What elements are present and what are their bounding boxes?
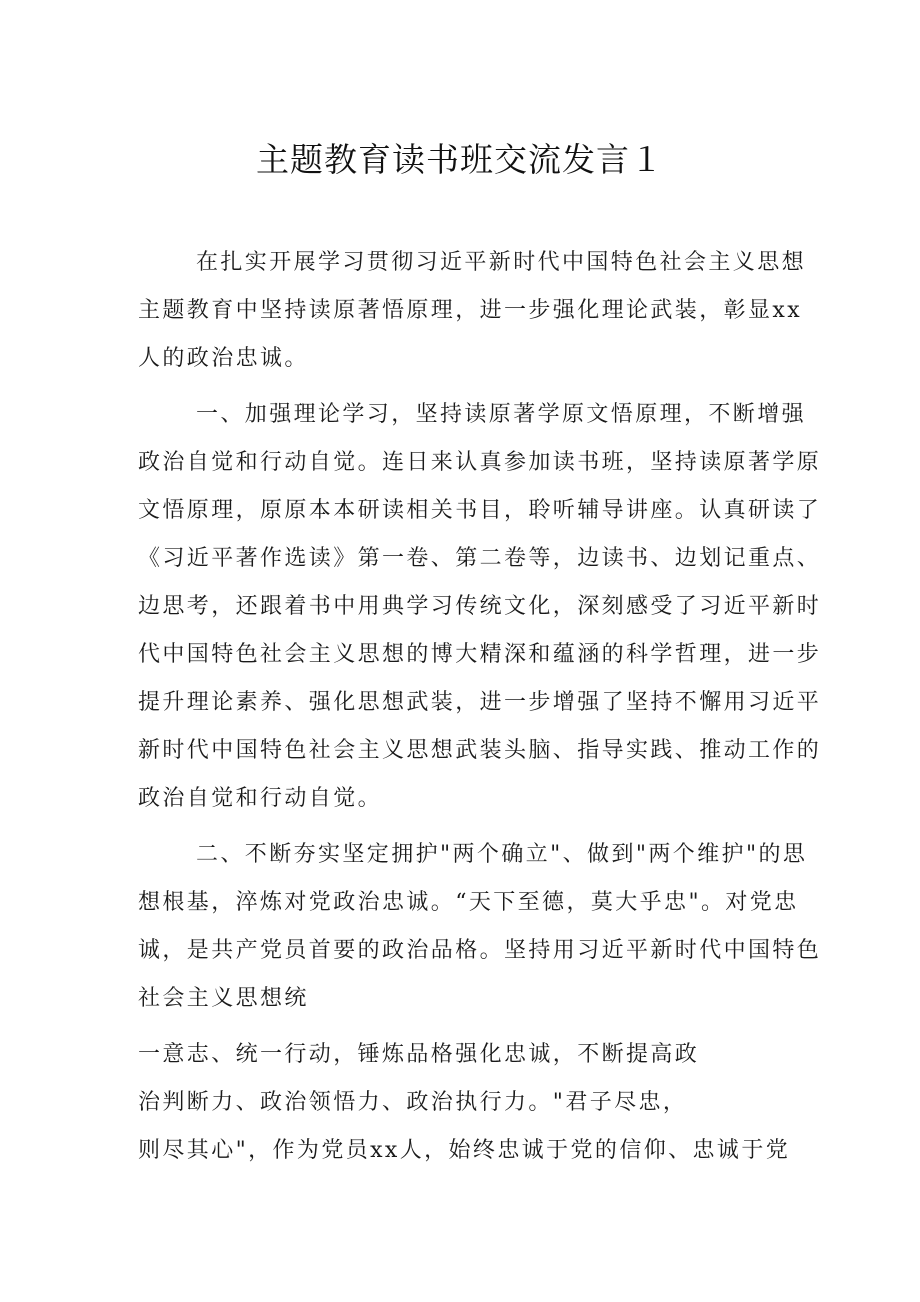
text-line: 社会主义思想统: [138, 986, 309, 1011]
text-line: 则尽其心"，作为党员xx人，始终忠诚于党的信仰、忠诚于党: [138, 1138, 791, 1163]
text-line: 新时代中国特色社会主义思想武装头脑、指导实践、推动工作的: [138, 738, 822, 763]
text-line: 《习近平著作选读》第一卷、第二卷等，边读书、边划记重点、: [138, 546, 822, 571]
text-line: 一、加强理论学习，坚持读原著学原文悟原理，不断增强: [196, 402, 807, 427]
text-line: 边思考，还跟着书中用典学习传统文化，深刻感受了习近平新时: [138, 594, 822, 619]
text-line: 政治自觉和行动自觉。连日来认真参加读书班，坚持读原著学原: [138, 450, 822, 475]
text-line: 代中国特色社会主义思想的博大精深和蕴涵的科学哲理，进一步: [138, 642, 822, 667]
text-line: 一意志、统一行动，锤炼品格强化忠诚，不断提高政: [138, 1042, 700, 1067]
text-line: 人的政治忠诚。: [138, 346, 309, 371]
text-line: 在扎实开展学习贯彻习近平新时代中国特色社会主义思想: [196, 250, 807, 275]
text-line: 诚，是共产党员首要的政治品格。坚持用习近平新时代中国特色: [138, 938, 822, 963]
text-line: 提升理论素养、强化思想武装，进一步增强了坚持不懈用习近平: [138, 690, 822, 715]
text-line: 文悟原理，原原本本研读相关书目，聆听辅导讲座。认真研读了: [138, 498, 822, 523]
text-line: 想根基，淬炼对党政治忠诚。“天下至德，莫大乎忠"。对党忠: [138, 890, 799, 915]
text-line: 二、不断夯实坚定拥护"两个确立"、做到"两个维护"的思: [196, 842, 808, 867]
document-title: 主题教育读书班交流发言１: [256, 140, 664, 179]
text-line: 政治自觉和行动自觉。: [138, 786, 383, 811]
text-line: 主题教育中坚持读原著悟原理，进一步强化理论武装，彰显xx: [138, 298, 803, 323]
text-line: 治判断力、政治领悟力、政治执行力。"君子尽忠，: [138, 1090, 688, 1115]
